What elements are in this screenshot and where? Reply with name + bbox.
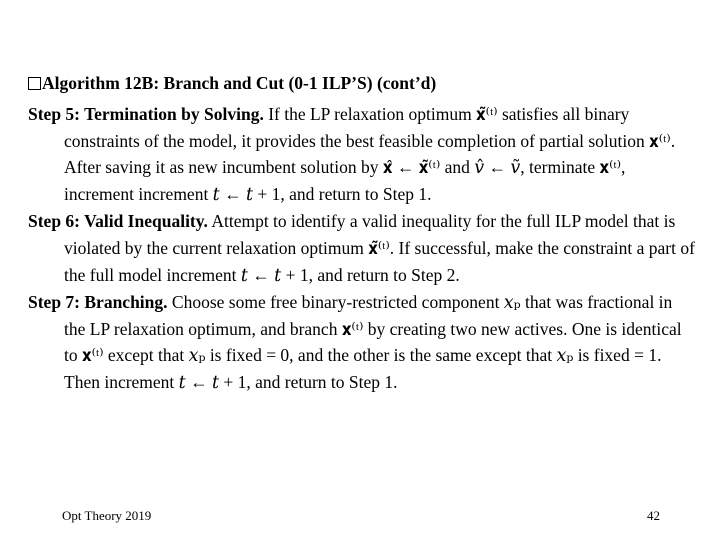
footer-page-number: 42 [647, 508, 660, 523]
slide-title [28, 72, 698, 94]
step-7 [28, 289, 696, 395]
step-6 [28, 208, 696, 288]
step-5-label: Step 5: Termination by Solving. [28, 104, 264, 124]
step-7-body: Choose some free binary-restricted component 𝑥ₚ that was fractional in the LP relaxation optimum, and branch 𝐱⁽ᵗ⁾ by creating two new actives. One is identical to 𝐱⁽ᵗ⁾ except that 𝑥ₚ is fixed = 0, and the other is the same except that 𝑥ₚ is fixed = 1. Then increment 𝑡 ← 𝑡 + 1, and return to Step 1. [64, 292, 682, 392]
step-7-label: Step 7: Branching. [28, 292, 168, 313]
footer-course-label: Opt Theory 2019 [62, 508, 152, 523]
step-6-body: Attempt to identify a valid inequality for the full ILP model that is violated by the current relaxation optimum 𝐱̃⁽ᵗ⁾. If successful, make the constraint a part of the full model increment 𝑡 ← 𝑡 + 1, and return to Step 2. [64, 211, 695, 285]
bullet-square-icon [28, 77, 41, 90]
slide-content [28, 101, 696, 397]
slide-title-text: Algorithm 12B: Branch and Cut (0-1 ILP’S) (cont’d) [42, 73, 437, 93]
step-6-label: Step 6: Valid Inequality. [28, 211, 208, 232]
step-5 [28, 101, 696, 207]
step-5-body: If the LP relaxation optimum 𝐱̃⁽ᵗ⁾ satisfies all binary constraints of the model, it provides the best feasible completion of partial solution 𝐱⁽ᵗ⁾. After saving it as new incumbent solution by 𝐱̂ ← 𝐱̃⁽ᵗ⁾ and 𝑣̂ ← 𝑣̃, terminate 𝐱⁽ᵗ⁾, increment increment 𝑡 ← 𝑡 + 1, and return to Step 1. [64, 104, 676, 204]
